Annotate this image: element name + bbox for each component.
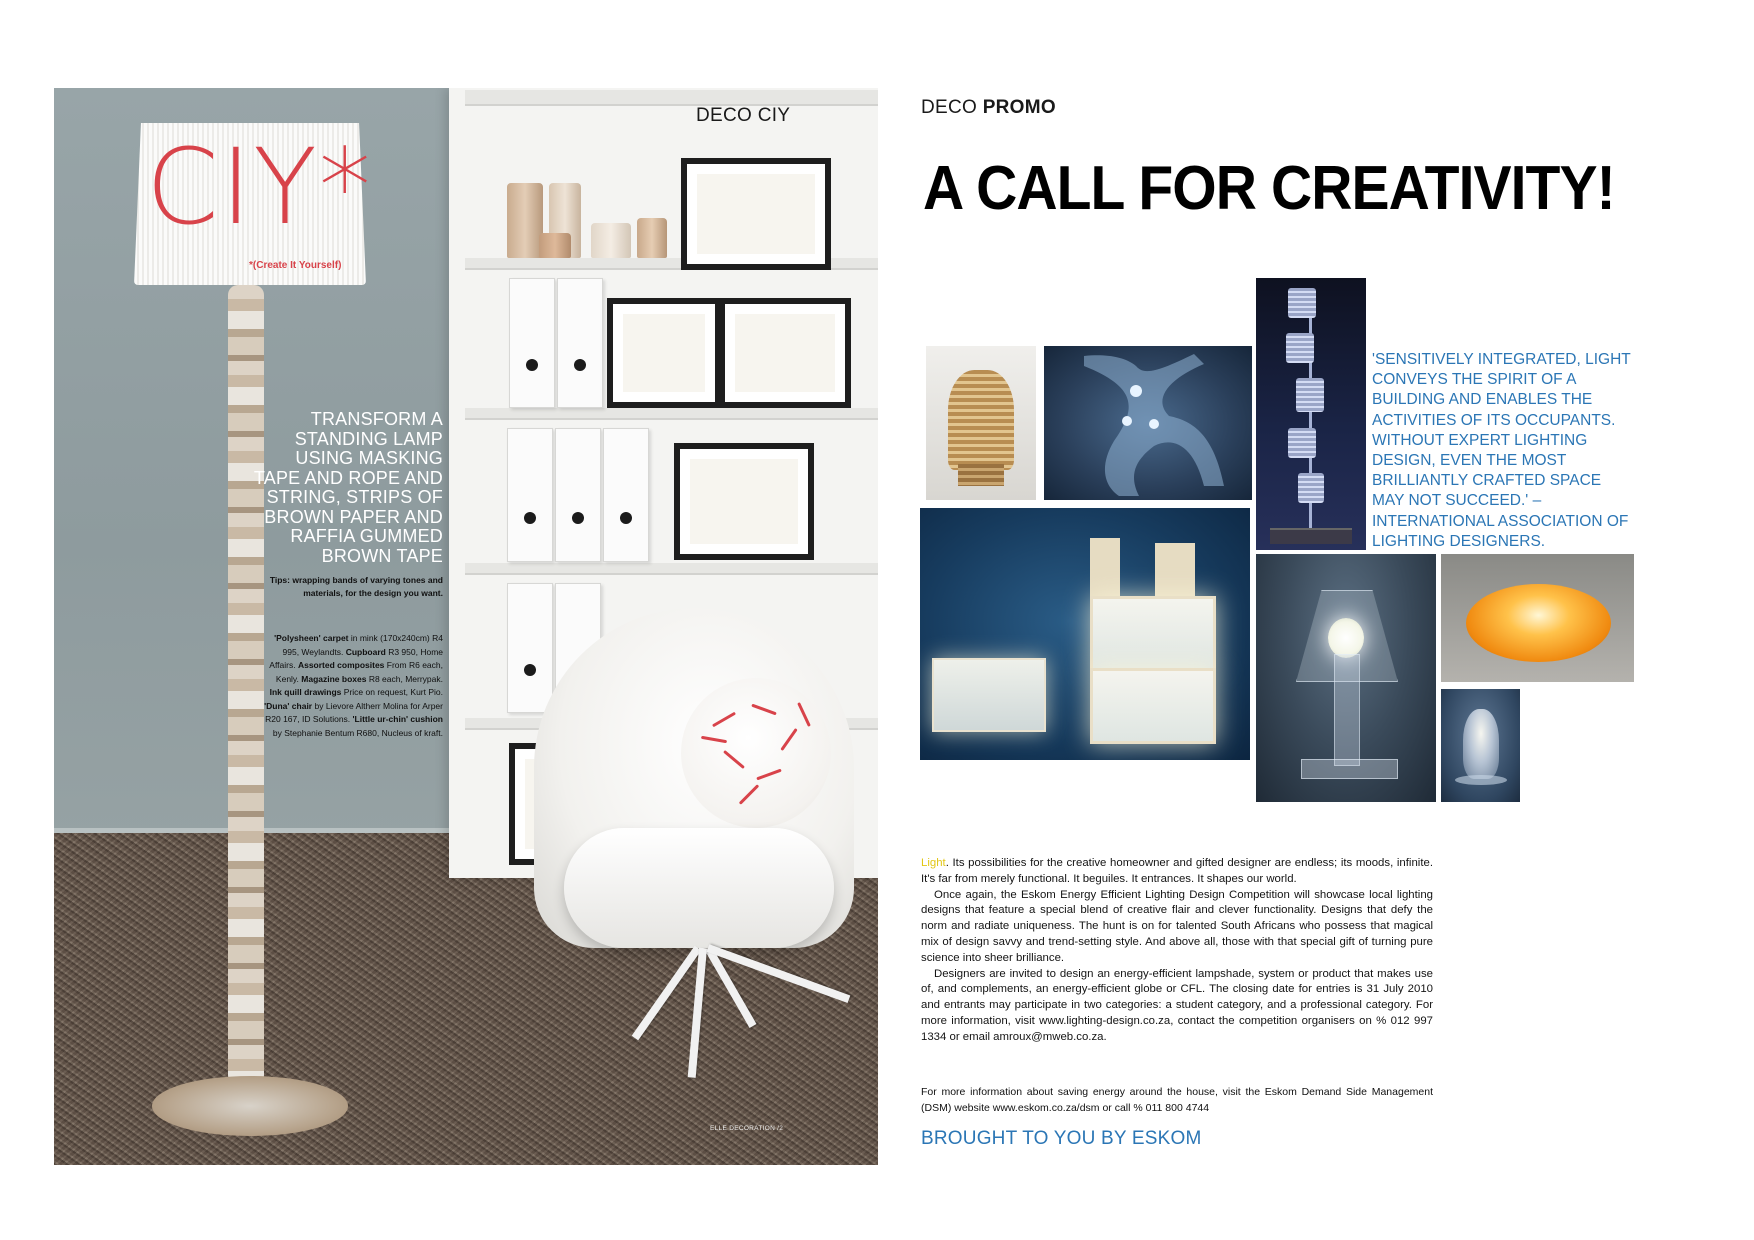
ciy-subtitle: *(Create It Yourself) bbox=[249, 260, 342, 271]
section-label: DECO CIY bbox=[696, 105, 791, 126]
glass-bulb-lamp-photo bbox=[1441, 689, 1520, 802]
body-paragraph: Designers are invited to design an energy-efficient lampshade, system or product that makes use of, and complements, an energy-efficient globe or CFL. The closing date for entries is 31 July 2010 and entrants may participate in two categories: a student category, and a professional category. For more information, visit www.lighting-design.co.za, contact the competition organisers on % 012 997 1334 or email amroux@mweb.co.za. bbox=[921, 967, 1433, 1043]
page-footer: ELLE DECORATION /2 bbox=[710, 1125, 784, 1132]
section-label: DECO PROMO bbox=[921, 97, 1056, 118]
body-paragraph: Once again, the Eskom Energy Efficient Lighting Design Competition will showcase local lighting designs that feature a special blend of creative flair and clever functionality. Designs that defy the norm and radiate uniqueness. The hunt is on for talented South Africans who possess that magical mix of design savvy and trend-setting style. And above all, those with that special gift of turning pure science into sheer brilliance. bbox=[921, 888, 1433, 964]
framed-drawing bbox=[719, 298, 851, 408]
body-paragraph: Light. Its possibilities for the creative homeowner and gifted designer are endless; its moods, infinite. It's far from merely functional. It beguiles. It entrances. It shapes our world. bbox=[921, 857, 1433, 885]
y-shaped-lamp-photo bbox=[1044, 346, 1252, 500]
framed-drawing bbox=[681, 158, 831, 270]
article-body bbox=[921, 856, 1433, 1046]
taped-lamp-pole bbox=[228, 285, 264, 1085]
lamp-interior-photo bbox=[54, 88, 878, 1165]
orange-lamp-photo bbox=[1441, 554, 1634, 682]
stacked-tin-lamp-photo bbox=[1256, 278, 1366, 550]
product-credits: 'Polysheen' carpet in mink (170x240cm) R4 995, Weylandts. Cupboard R3 950, Home Affairs. Assorted composites From R6 each, Kenly. Magazine boxes R8 each, Merrypak. Ink quill drawings Price on request, Kurt Pio. 'Duna' chair by Lievore Altherr Molina for Arper R20 167, ID Solutions. 'Little ur-chin' cushion by Stephanie Bentum R680, Nucleus of kraft. bbox=[264, 633, 443, 738]
page-title: A CALL FOR CREATIVITY! bbox=[923, 154, 1615, 223]
lamp-base bbox=[152, 1076, 348, 1136]
lamp-headline: TRANSFORM A STANDING LAMP USING MASKING TAPE AND ROPE AND STRING, STRIPS OF BROWN PAPER AND RAFFIA GUMMED BROWN TAPE bbox=[253, 409, 443, 566]
wooden-lamp-photo bbox=[926, 346, 1036, 500]
ciy-title: CIY* bbox=[146, 126, 373, 248]
more-info-text: For more information about saving energy around the house, visit the Eskom Demand Side Management (DSM) website www.eskom.co.za/dsm or call % 011 800 4744 bbox=[921, 1086, 1433, 1114]
sponsor-line: BROUGHT TO YOU BY ESKOM bbox=[921, 1128, 1202, 1149]
pull-quote: 'SENSITIVELY INTEGRATED, LIGHT CONVEYS THE SPIRIT OF A BUILDING AND ENABLES THE ACTIVITIES OF ITS OCCUPANTS. WITHOUT EXPERT LIGHTING DESIGN, EVEN THE MOST BRILLIANTLY CRAFTED SPACE MAY NOT SUCCEED.' – INTERNATIONAL ASSOCIATION OF LIGHTING DESIGNERS. bbox=[1372, 351, 1631, 550]
tips-text: Tips: wrapping bands of varying tones and materials, for the design you want. bbox=[269, 575, 443, 598]
framed-drawing bbox=[674, 443, 814, 560]
framed-drawing bbox=[607, 298, 721, 408]
acrylic-table-lamp-photo bbox=[1256, 554, 1436, 802]
light-box-photo bbox=[920, 508, 1250, 760]
urchin-cushion bbox=[681, 678, 831, 828]
chair-seat bbox=[564, 828, 834, 948]
lead-word: Light bbox=[921, 857, 946, 869]
